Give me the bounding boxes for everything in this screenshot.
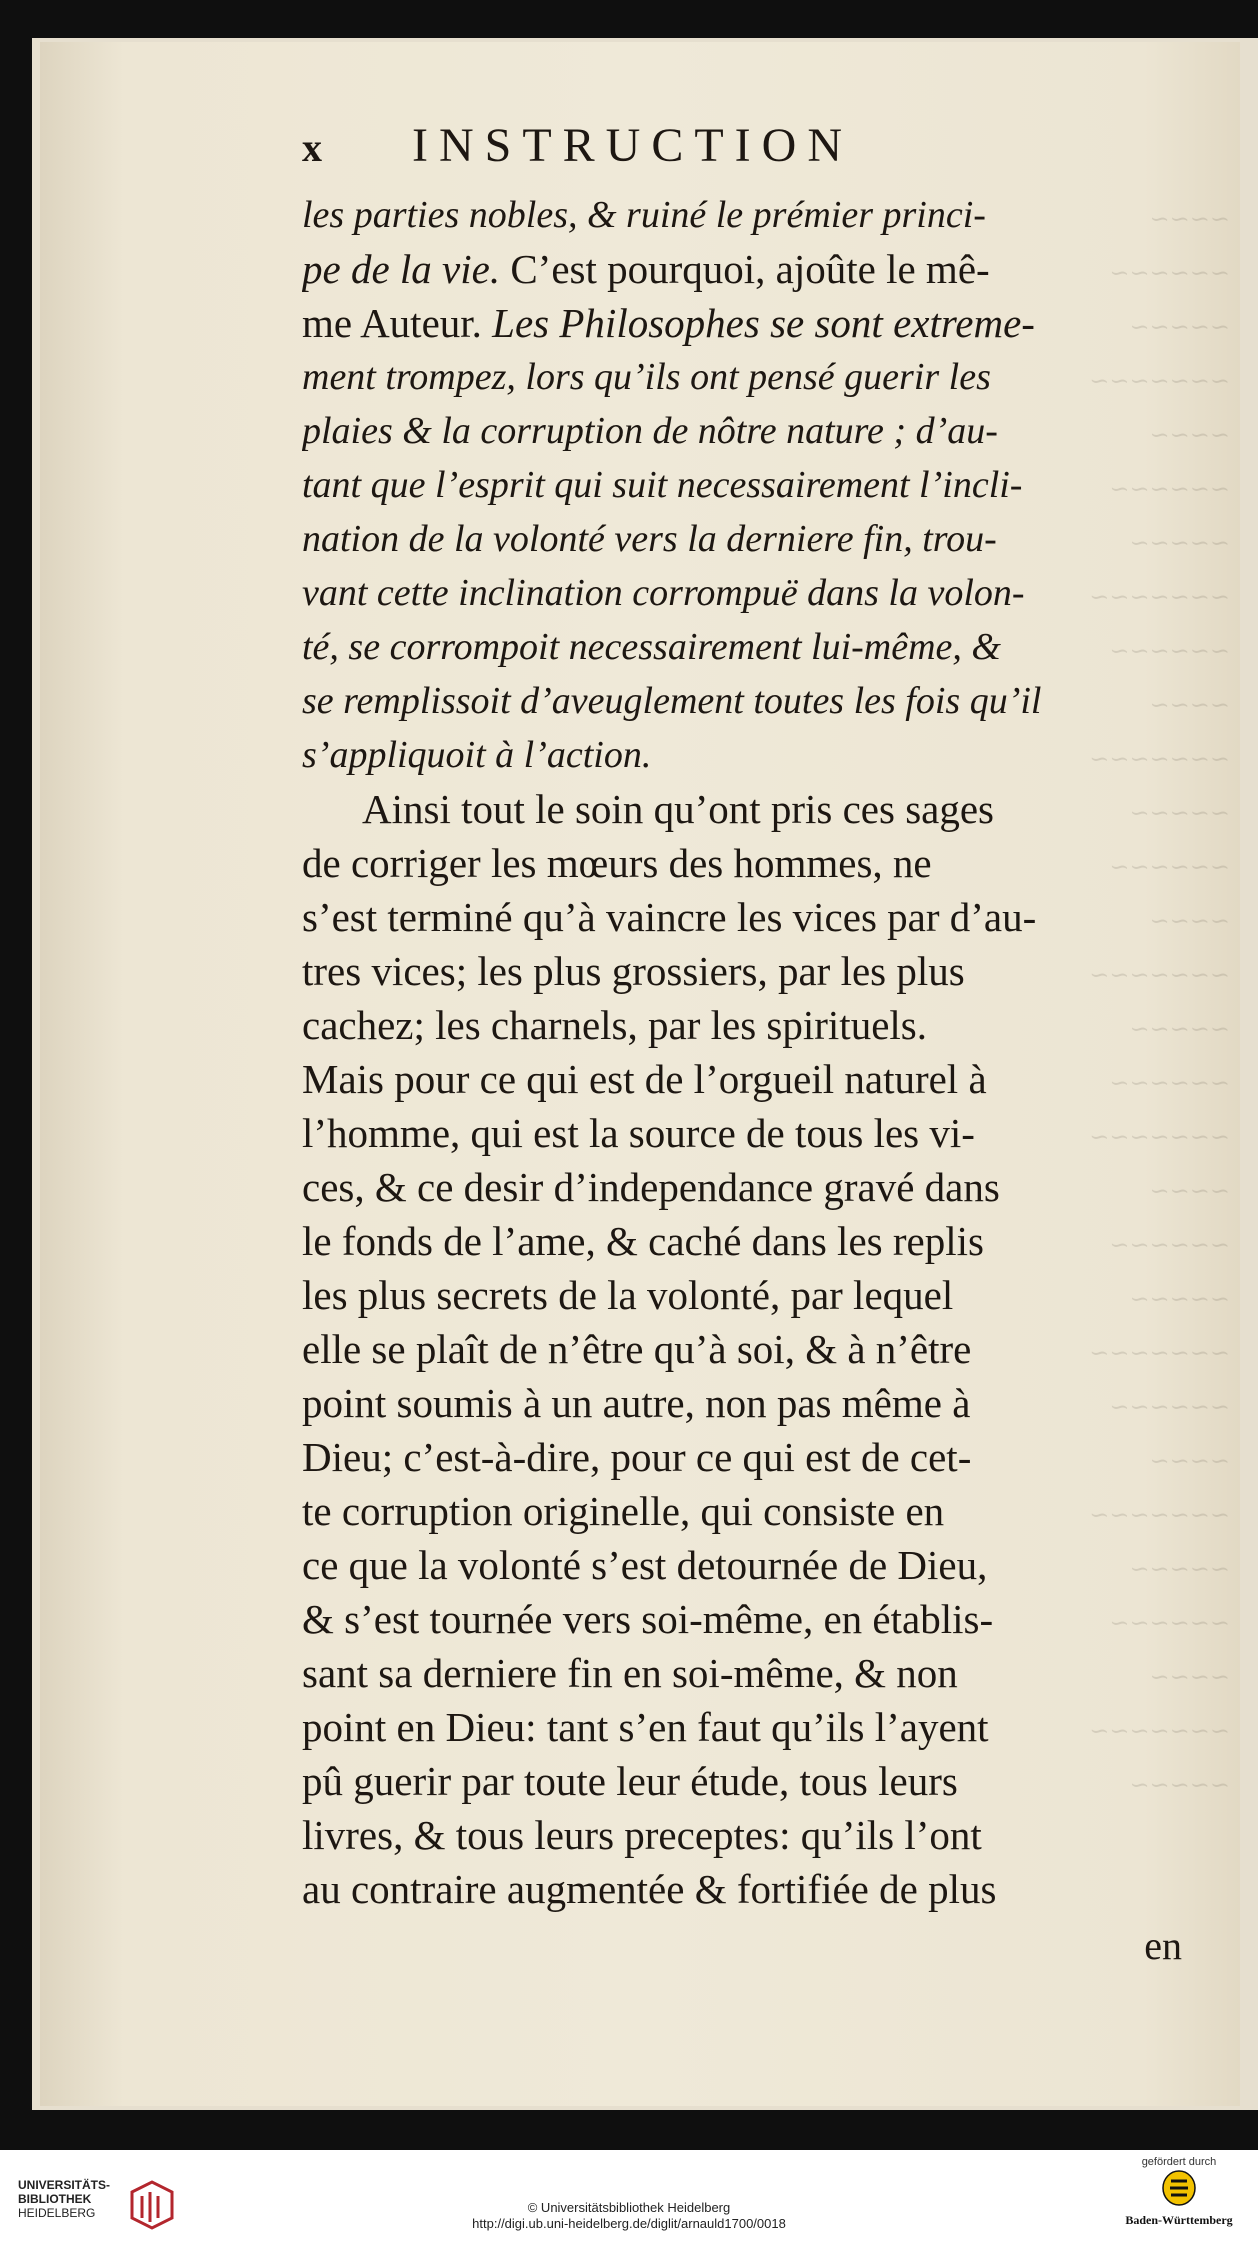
text-segment: vant cette inclination corrompuë dans la volon- <box>302 572 1025 614</box>
text-segment: sant sa derniere fin en soi-même, & non <box>302 1650 958 1696</box>
text-line <box>302 674 1182 728</box>
text-line <box>302 512 1182 566</box>
text-segment: l’homme, qui est la source de tous les vi- <box>302 1110 975 1156</box>
text-line <box>302 1376 1182 1430</box>
text-line <box>302 1322 1182 1376</box>
running-title: INSTRUCTION <box>412 119 853 172</box>
sponsor-name: Baden-Württemberg <box>1125 2213 1233 2227</box>
text-segment: elle se plaît de n’être qu’à soi, & à n’être <box>302 1326 972 1372</box>
text-segment: C’est pourquoi, ajoûte le mê- <box>500 246 990 292</box>
catchword: en <box>1144 1923 1182 1968</box>
copyright-notice <box>0 2200 1258 2232</box>
text-segment: livres, & tous leurs preceptes: qu’ils l’ont <box>302 1812 982 1858</box>
text-segment: pe de la vie. <box>302 246 501 292</box>
text-segment: ce que la volonté s’est detournée de Dieu, <box>302 1542 988 1588</box>
text-segment: Mais pour ce qui est de l’orgueil naturel à <box>302 1056 987 1102</box>
text-lines <box>302 188 1182 1916</box>
text-line <box>302 998 1182 1052</box>
page-header <box>302 118 1182 188</box>
page-text <box>302 118 1182 1976</box>
text-line <box>302 836 1182 890</box>
text-line <box>302 1160 1182 1214</box>
text-line <box>302 1106 1182 1160</box>
text-line <box>302 1052 1182 1106</box>
text-segment: le fonds de l’ame, & caché dans les replis <box>302 1218 984 1264</box>
text-segment: s’appliquoit à l’action. <box>302 734 652 776</box>
text-segment: se remplissoit d’aveuglement toutes les fois qu’il <box>302 680 1042 722</box>
text-line <box>302 620 1182 674</box>
text-line <box>302 1646 1182 1700</box>
text-line <box>302 1430 1182 1484</box>
sponsor-block <box>1114 2156 1244 2228</box>
text-segment: tres vices; les plus grossiers, par les plus <box>302 948 965 994</box>
text-line <box>302 728 1182 782</box>
text-line <box>302 1484 1182 1538</box>
text-segment: cachez; les charnels, par les spirituels. <box>302 1002 927 1048</box>
text-segment: plaies & la corruption de nôtre nature ; d’au- <box>302 410 998 452</box>
text-segment: pû guerir par toute leur étude, tous leurs <box>302 1758 958 1804</box>
text-segment: tant que l’esprit qui suit necessairement l’incli- <box>302 464 1023 506</box>
text-line <box>302 1268 1182 1322</box>
text-segment: te corruption originelle, qui consiste en <box>302 1488 945 1534</box>
text-line <box>302 350 1182 404</box>
text-line <box>302 782 1182 836</box>
text-line <box>302 458 1182 512</box>
coat-of-arms-icon <box>1159 2168 1199 2208</box>
text-line <box>302 296 1182 350</box>
text-segment: Les Philosophes se sont extreme- <box>492 300 1035 346</box>
text-segment: nation de la volonté vers la derniere fin, trou- <box>302 518 997 560</box>
copyright-text: © Universitätsbibliothek Heidelberg <box>527 2200 731 2215</box>
text-line <box>302 1700 1182 1754</box>
text-segment: ces, & ce desir d’independance gravé dans <box>302 1164 1000 1210</box>
text-line <box>302 242 1182 296</box>
sponsor-label: gefördert durch <box>1141 2156 1217 2168</box>
text-segment: point soumis à un autre, non pas même à <box>302 1380 971 1426</box>
text-line <box>302 890 1182 944</box>
viewer-footer <box>0 2150 1258 2242</box>
text-segment: s’est terminé qu’à vaincre les vices par d’au- <box>302 894 1037 940</box>
text-segment: point en Dieu: tant s’en faut qu’ils l’ayent <box>302 1704 989 1750</box>
text-segment: & s’est tournée vers soi-même, en établis- <box>302 1596 994 1642</box>
text-segment: té, se corrompoit necessairement lui-même, & <box>302 626 1001 668</box>
library-name-line2: BIBLIOTHEK <box>18 2192 92 2206</box>
page-number: x <box>302 125 322 170</box>
text-segment: les plus secrets de la volonté, par lequel <box>302 1272 954 1318</box>
text-segment: Dieu; c’est-à-dire, pour ce qui est de cet- <box>302 1434 972 1480</box>
library-name-line3: HEIDELBERG <box>18 2206 96 2220</box>
text-line <box>302 1862 1182 1916</box>
library-name-line1: UNIVERSITÄTS- <box>18 2178 111 2192</box>
text-segment: ment trompez, lors qu’ils ont pensé guerir les <box>302 356 991 398</box>
text-line <box>302 1538 1182 1592</box>
text-line <box>302 188 1182 242</box>
text-line <box>302 944 1182 998</box>
text-line <box>302 1808 1182 1862</box>
source-url[interactable]: http://digi.ub.uni-heidelberg.de/diglit/arnauld1700/0018 <box>472 2216 786 2231</box>
text-segment: Ainsi tout le soin qu’ont pris ces sages <box>362 786 995 832</box>
show-through-text: ~~~~ ~~~~~~ ~~~~~ ~~~~~~~ ~~~~ ~~~~~~ ~~~~~ ~~~~~~~ ~~~~~~ ~~~~ ~~~~~~~ ~~~~~ ~~~~~~ ~~~~ ~~~~~~~ ~~~~~ ~~~~~~ ~~~~~~~ ~~~~ ~~~~~~ ~~~~~ ~~~~~~~ ~~~~~~ ~~~~ ~~~~~~~ ~~~~~ ~~~~~~ ~~~~ ~~~~~~~ ~~~~~ <box>1089 205 1230 1799</box>
text-segment: me Auteur. <box>302 300 493 346</box>
text-line <box>302 404 1182 458</box>
text-line <box>302 566 1182 620</box>
text-line <box>302 1592 1182 1646</box>
text-segment: de corriger les mœurs des hommes, ne <box>302 840 932 886</box>
text-line <box>302 1754 1182 1808</box>
scan-image <box>32 38 1258 2110</box>
text-segment: au contraire augmentée & fortifiée de plus <box>302 1866 997 1912</box>
text-line <box>302 1214 1182 1268</box>
text-segment: les parties nobles, & ruiné le prémier princi- <box>302 194 986 236</box>
